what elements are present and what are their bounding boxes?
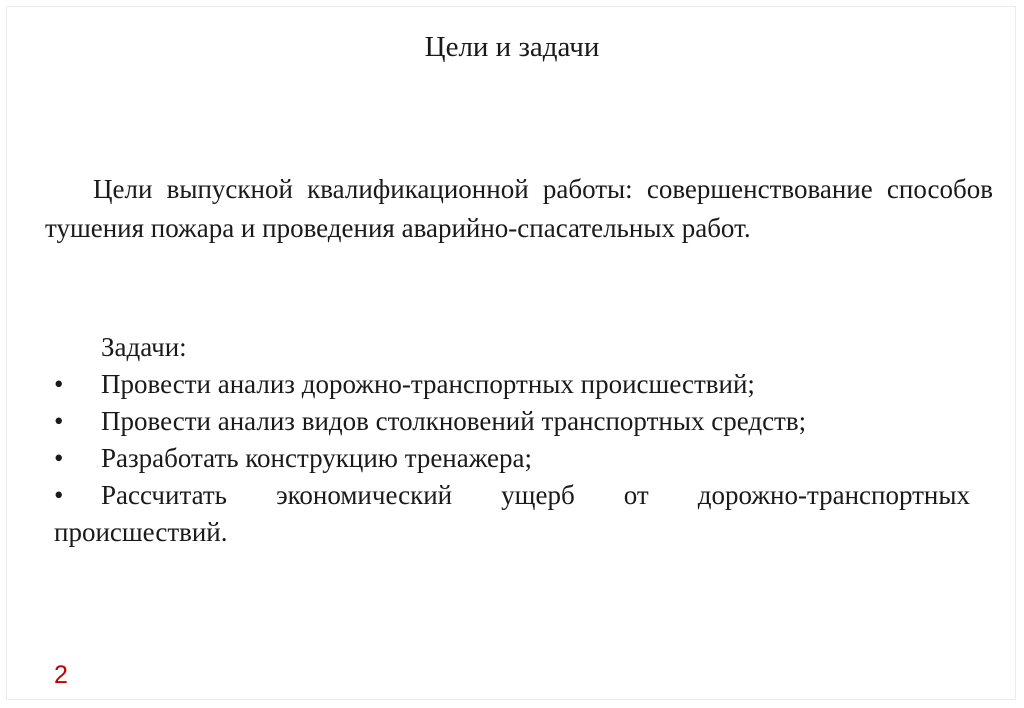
bullet: • (54, 443, 64, 473)
bullet: • (54, 480, 64, 510)
task-text: Разработать конструкцию тренажера; (101, 443, 533, 473)
tasks-heading: Задачи: (101, 332, 187, 362)
task-item (54, 403, 970, 440)
page-number: 2 (54, 661, 68, 689)
task-item (54, 440, 970, 477)
task-item (54, 477, 970, 551)
task-text: Провести анализ дорожно-транспортных происшествий; (101, 369, 755, 399)
goals-paragraph: Цели выпускной квалификационной работы: совершенствование способов тушения пожара и проведения аварийно-спасательных работ. (45, 174, 993, 243)
bullet: • (54, 406, 64, 436)
task-text: Рассчитать экономический ущерб от дорожно-транспортных происшествий. (54, 480, 970, 547)
tasks-list (54, 329, 970, 551)
task-text: Провести анализ видов столкновений транспортных средств; (101, 406, 807, 436)
bullet: • (54, 369, 64, 399)
slide-title: Цели и задачи (424, 31, 600, 63)
task-item (54, 366, 970, 403)
